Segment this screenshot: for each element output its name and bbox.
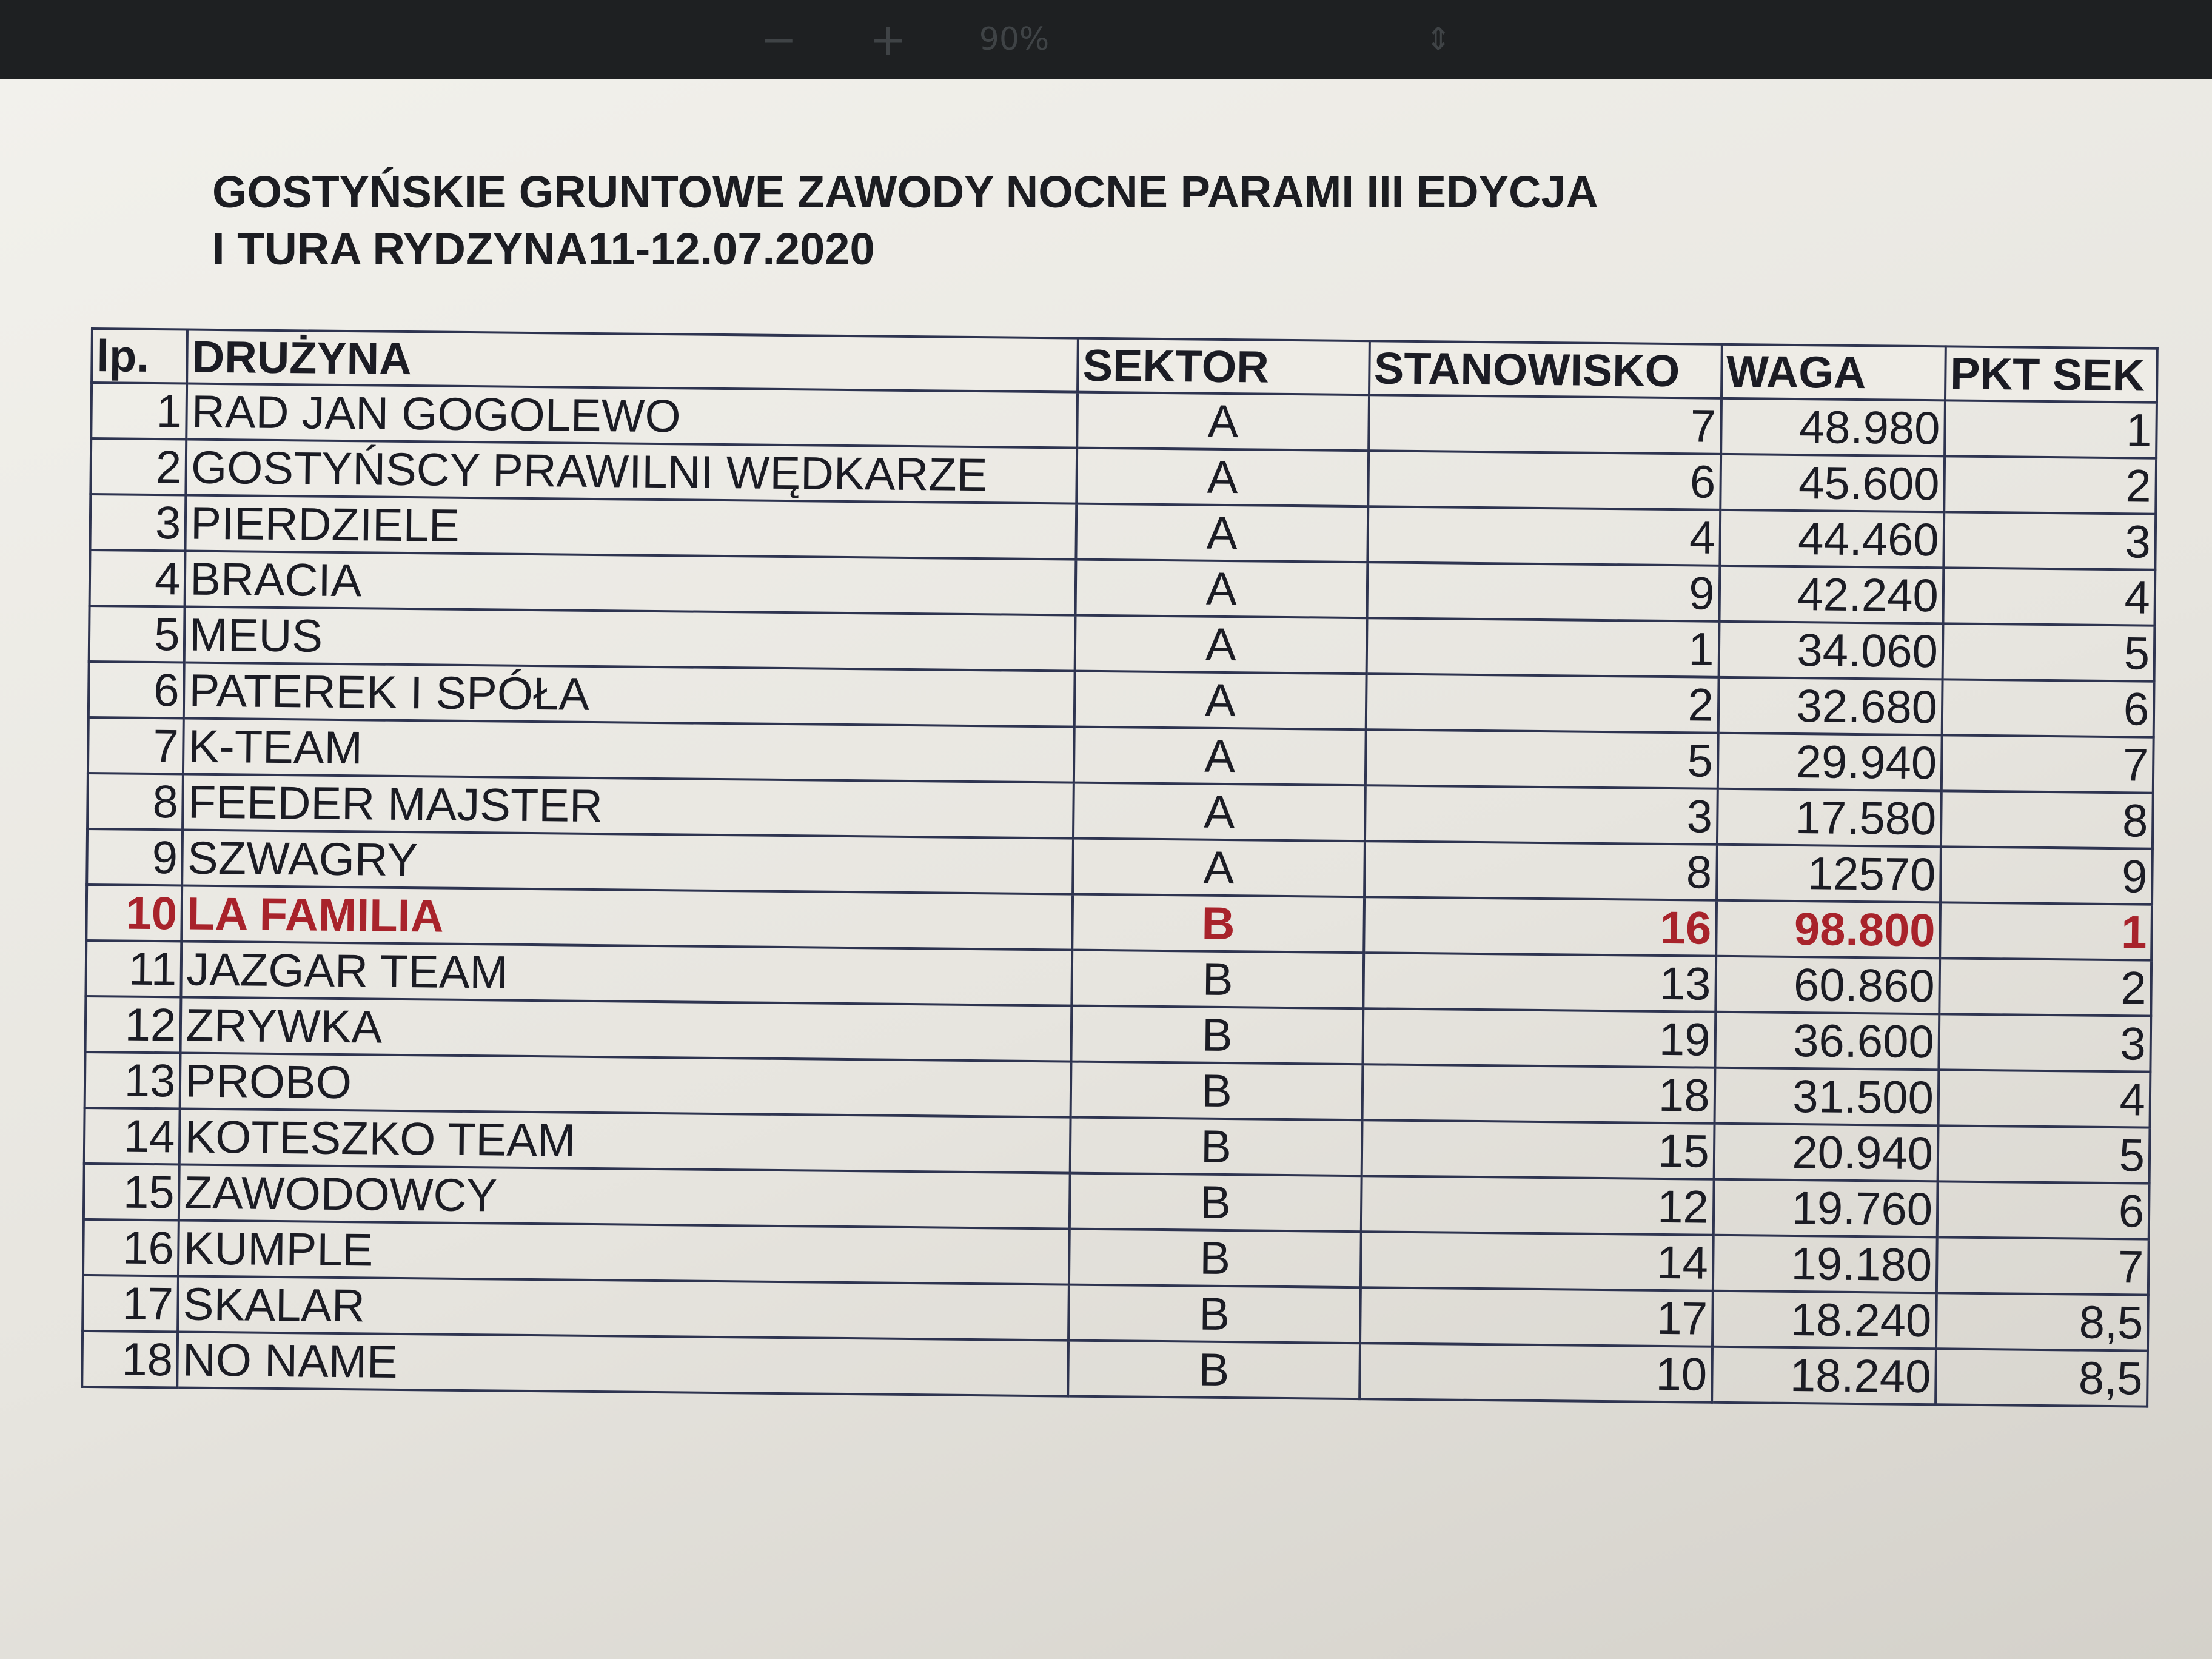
cell-station: 15 (1361, 1120, 1714, 1179)
cell-team-name: SZWAGRY (183, 830, 1074, 894)
cell-team-name: KUMPLE (178, 1220, 1070, 1284)
cell-station: 14 (1360, 1232, 1713, 1291)
cell-weight: 36.600 (1715, 1012, 1939, 1070)
cell-sector: B (1070, 1118, 1362, 1176)
cell-station: 7 (1369, 395, 1721, 454)
cell-station: 5 (1365, 729, 1718, 789)
cell-points: 3 (1943, 512, 2156, 569)
cell-lp: 4 (90, 550, 186, 607)
header-station: STANOWISKO (1369, 341, 1722, 398)
cell-weight: 31.500 (1714, 1068, 1939, 1126)
cell-team-name: NO NAME (178, 1332, 1069, 1396)
cell-weight: 42.240 (1719, 566, 1943, 624)
cell-weight: 17.580 (1717, 789, 1942, 847)
cell-weight: 32.680 (1718, 677, 1942, 736)
cell-station: 18 (1362, 1064, 1715, 1124)
cell-station: 12 (1361, 1176, 1714, 1235)
cell-station: 4 (1367, 506, 1720, 566)
cell-lp: 12 (85, 996, 181, 1053)
cell-lp: 17 (82, 1275, 178, 1332)
cell-lp: 11 (85, 940, 181, 997)
cell-sector: A (1074, 727, 1366, 786)
cell-points: 7 (1937, 1237, 2149, 1295)
cell-weight: 18.240 (1712, 1291, 1937, 1349)
cell-sector: A (1076, 560, 1367, 618)
cell-points: 5 (1942, 623, 2154, 681)
cell-lp: 7 (88, 717, 184, 774)
cell-weight: 48.980 (1721, 398, 1945, 457)
cell-station: 19 (1362, 1008, 1715, 1068)
cell-team-name: ZAWODOWCY (179, 1164, 1070, 1228)
cell-sector: B (1069, 1229, 1361, 1288)
cell-team-name: PROBO (180, 1053, 1071, 1117)
cell-lp: 1 (91, 383, 187, 440)
cell-lp: 9 (87, 829, 183, 886)
cell-sector: B (1071, 1062, 1362, 1121)
cell-station: 9 (1367, 562, 1720, 622)
cell-team-name: ZRYWKA (181, 997, 1072, 1061)
cell-team-name: JAZGAR TEAM (181, 941, 1073, 1005)
zoom-out-button[interactable]: − (760, 14, 797, 65)
cell-sector: B (1068, 1341, 1359, 1399)
cell-sector: B (1070, 1173, 1361, 1232)
cell-weight: 34.060 (1718, 622, 1943, 680)
cell-team-name: RAD JAN GOGOLEWO (187, 384, 1078, 448)
cell-team-name: MEUS (184, 607, 1076, 671)
cell-points: 8,5 (1936, 1349, 2148, 1406)
cell-station: 17 (1360, 1287, 1713, 1347)
cell-station: 1 (1366, 618, 1719, 677)
cell-points: 5 (1938, 1125, 2150, 1183)
cell-station: 3 (1364, 785, 1717, 845)
title-line-1: GOSTYŃSKIE GRUNTOWE ZAWODY NOCNE PARAMI III EDYCJA (212, 167, 1598, 217)
results-table-wrapper (81, 327, 2159, 1408)
header-team: DRUŻYNA (187, 330, 1078, 392)
cell-team-name: BRACIA (185, 551, 1076, 615)
cell-points: 2 (1944, 456, 2156, 514)
cell-station: 2 (1366, 674, 1718, 733)
cell-points: 7 (1942, 735, 2154, 793)
cell-points: 9 (1940, 846, 2153, 904)
cell-team-name: PATEREK I SPÓŁA (184, 663, 1075, 727)
cell-points: 1 (1945, 400, 2157, 458)
cell-points: 6 (1937, 1181, 2150, 1239)
cell-lp: 3 (90, 494, 186, 551)
cell-team-name: PIERDZIELE (186, 495, 1077, 560)
document-page (0, 79, 2212, 1659)
cell-sector: B (1071, 1006, 1363, 1065)
cell-lp: 15 (84, 1164, 179, 1221)
cell-points: 6 (1942, 679, 2154, 737)
cell-station: 16 (1364, 897, 1717, 956)
header-weight: WAGA (1721, 344, 1946, 401)
document-title (212, 164, 1598, 278)
cell-sector: A (1077, 448, 1369, 507)
cell-team-name: GOSTYŃSCY PRAWILNI WĘDKARZE (186, 440, 1078, 504)
cell-station: 13 (1363, 953, 1716, 1012)
cell-team-name: KOTESZKO TEAM (179, 1108, 1071, 1173)
cell-sector: B (1072, 950, 1364, 1009)
header-points: PKT SEK (1945, 346, 2157, 402)
cell-sector: A (1076, 504, 1368, 563)
cell-points: 1 (1940, 902, 2152, 960)
cell-lp: 5 (89, 606, 185, 663)
cell-team-name: LA FAMILIA (182, 885, 1073, 950)
cell-weight: 20.940 (1714, 1124, 1938, 1182)
cell-station: 6 (1368, 451, 1721, 510)
zoom-level: 90% (979, 21, 1050, 58)
cell-weight: 18.240 (1712, 1347, 1936, 1405)
cell-team-name: K-TEAM (183, 719, 1074, 783)
cell-weight: 12570 (1717, 845, 1941, 903)
cell-sector: A (1075, 615, 1367, 674)
cell-weight: 19.760 (1713, 1179, 1937, 1238)
cell-team-name: SKALAR (178, 1276, 1069, 1340)
cell-sector: B (1068, 1285, 1360, 1344)
title-line-2: I TURA RYDZYNA11-12.07.2020 (212, 224, 875, 274)
cell-lp: 8 (87, 773, 183, 830)
cell-lp: 6 (89, 662, 184, 719)
cell-points: 4 (1943, 568, 2155, 625)
header-lp: lp. (92, 329, 187, 384)
cell-lp: 18 (82, 1331, 178, 1388)
cell-sector: A (1073, 839, 1364, 897)
cell-weight: 29.940 (1717, 733, 1942, 791)
cell-points: 8 (1941, 791, 2153, 848)
cell-weight: 44.460 (1720, 510, 1944, 568)
cell-points: 8,5 (1936, 1293, 2148, 1350)
zoom-in-button[interactable]: + (870, 14, 907, 65)
cell-lp: 13 (85, 1052, 181, 1109)
cell-points: 2 (1939, 958, 2151, 1016)
cell-sector: A (1074, 671, 1366, 730)
pan-icon[interactable]: ⇕ (1425, 21, 1452, 58)
header-sector: SEKTOR (1078, 338, 1369, 395)
cell-weight: 19.180 (1713, 1235, 1937, 1293)
cell-lp: 16 (83, 1219, 179, 1276)
cell-weight: 98.800 (1716, 900, 1940, 959)
cell-points: 3 (1939, 1014, 2151, 1071)
viewer-toolbar (0, 0, 2212, 79)
cell-station: 8 (1364, 841, 1717, 900)
cell-weight: 60.860 (1715, 956, 1940, 1014)
cell-sector: A (1073, 783, 1365, 842)
cell-lp: 14 (84, 1108, 180, 1165)
cell-weight: 45.600 (1720, 454, 1945, 512)
cell-lp: 2 (90, 438, 186, 495)
cell-lp: 10 (86, 885, 182, 942)
results-table (81, 327, 2159, 1408)
cell-sector: A (1077, 392, 1369, 451)
cell-station: 10 (1359, 1343, 1712, 1403)
cell-points: 4 (1938, 1070, 2150, 1127)
cell-team-name: FEEDER MAJSTER (183, 774, 1074, 838)
cell-sector: B (1073, 894, 1364, 953)
